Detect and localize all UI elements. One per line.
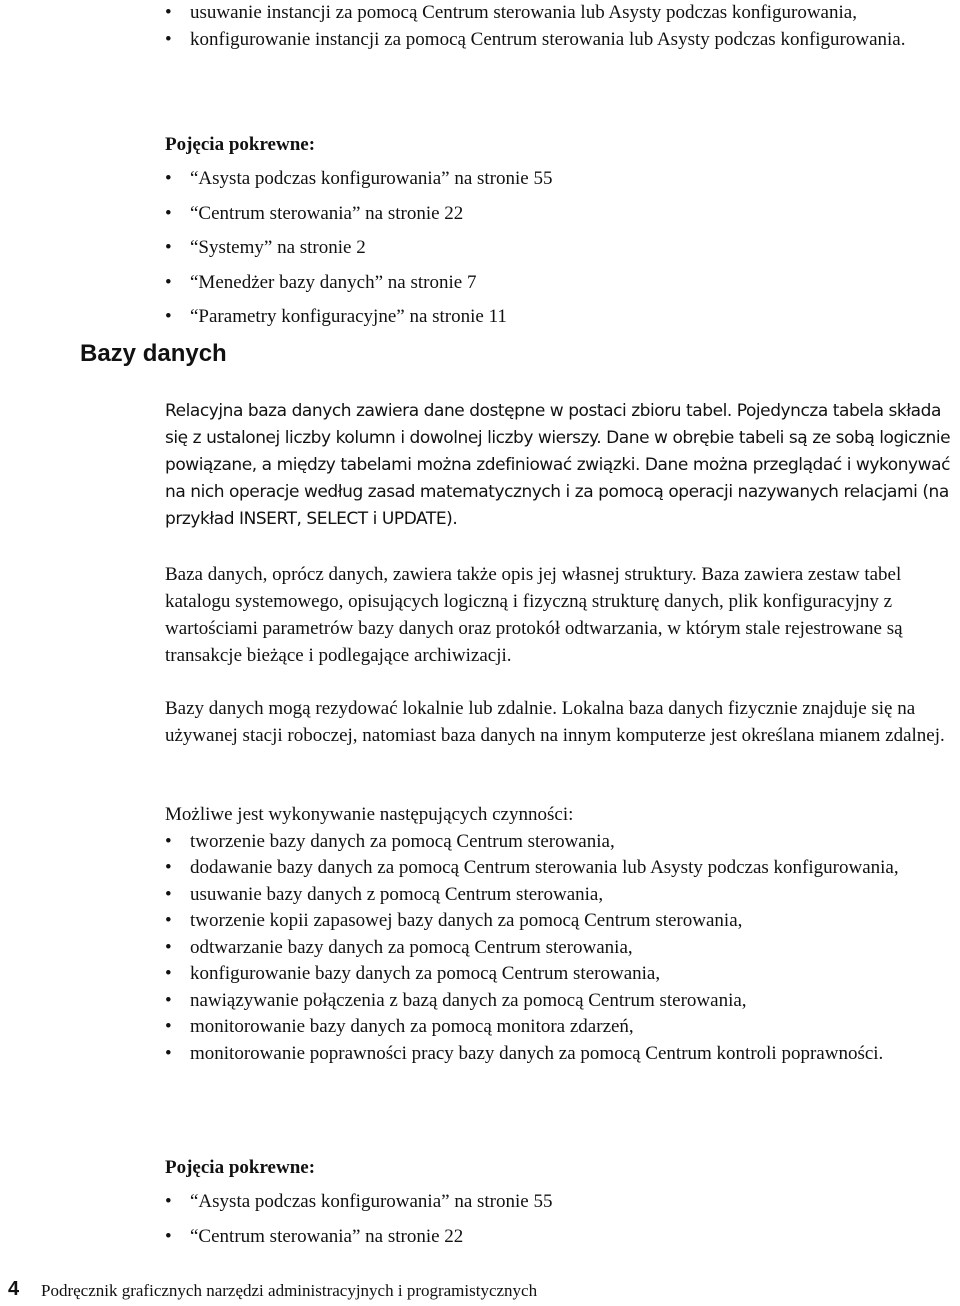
top-bullet-list [165, 0, 960, 53]
related-links-list [165, 1189, 960, 1250]
related-concepts-1 [165, 132, 960, 339]
section-paragraph: Bazy danych mogą rezydować lokalnie lub zdalnie. Lokalna baza danych fizycznie znajduje się na używanej stacji roboczej, natomiast baza danych na innym komputerze jest określana mianem zdalnej. [165, 698, 945, 746]
page-number: 4 [8, 1278, 20, 1300]
related-concepts-heading: Pojęcia pokrewne: [165, 134, 316, 155]
related-concepts-2 [165, 1155, 960, 1258]
section-title: Bazy danych [80, 340, 227, 367]
related-link[interactable]: • “Systemy” na stronie 2 [165, 235, 960, 262]
section-paragraph-2-block [165, 561, 960, 669]
list-item: • konfigurowanie instancji za pomocą Centrum sterowania lub Asysty podczas konfigurowania. [165, 27, 960, 54]
list-item: • tworzenie kopii zapasowej bazy danych za pomocą Centrum sterowania, [165, 908, 960, 935]
list-item: • monitorowanie poprawności pracy bazy danych za pomocą Centrum kontroli poprawności. [165, 1041, 960, 1068]
related-link[interactable]: • “Menedżer bazy danych” na stronie 7 [165, 270, 960, 297]
list-item: • odtwarzanie bazy danych za pomocą Centrum sterowania, [165, 935, 960, 962]
section-paragraph-3-block [165, 695, 960, 749]
section-paragraph: Relacyjna baza danych zawiera dane dostępne w postaci zbioru tabel. Pojedyncza tabela składa się z ustalonej liczby kolumn i dowolnej liczby wierszy. Dane w obrębie tabeli są ze sobą logicznie powiązane, a między tabelami można zdefiniować związki. Dane można przeglądać i wykonywać na nich operacje według zasad matematycznych i za pomocą operacji nazywanych relacjami (na przykład INSERT, SELECT i UPDATE). [165, 401, 951, 529]
list-item: • usuwanie instancji za pomocą Centrum sterowania lub Asysty podczas konfigurowania, [165, 0, 960, 27]
section-paragraph-1-block [165, 398, 960, 533]
related-concepts-heading: Pojęcia pokrewne: [165, 1157, 316, 1178]
list-item: • nawiązywanie połączenia z bazą danych za pomocą Centrum sterowania, [165, 988, 960, 1015]
related-link[interactable]: • “Parametry konfiguracyjne” na stronie 11 [165, 304, 960, 331]
list-item: • monitorowanie bazy danych za pomocą monitora zdarzeń, [165, 1014, 960, 1041]
section-paragraph: Baza danych, oprócz danych, zawiera także opis jej własnej struktury. Baza zawiera zestaw tabel katalogu systemowego, opisujących logiczną i fizyczną strukturę danych, plik konfiguracyjny z wartościami parametrów bazy danych oraz protokół odtwarzania, w którym stale rejestrowane są transakcje bieżące i podlegające archiwizacji. [165, 564, 903, 666]
list-item: • konfigurowanie bazy danych za pomocą Centrum sterowania, [165, 961, 960, 988]
related-link[interactable]: • “Centrum sterowania” na stronie 22 [165, 201, 960, 228]
list-item: • dodawanie bazy danych za pomocą Centrum sterowania lub Asysty podczas konfigurowania, [165, 855, 960, 882]
related-link[interactable]: • “Asysta podczas konfigurowania” na stronie 55 [165, 1189, 960, 1216]
related-links-list [165, 166, 960, 331]
actions-list [165, 829, 960, 1068]
actions-block [165, 802, 960, 1067]
list-item: • usuwanie bazy danych z pomocą Centrum sterowania, [165, 882, 960, 909]
actions-intro: Możliwe jest wykonywanie następujących czynności: [165, 804, 574, 825]
related-link[interactable]: • “Asysta podczas konfigurowania” na stronie 55 [165, 166, 960, 193]
list-item: • tworzenie bazy danych za pomocą Centrum sterowania, [165, 829, 960, 856]
book-title: Podręcznik graficznych narzędzi administracyjnych i programistycznych [41, 1281, 538, 1300]
top-bullet-list-block [165, 0, 960, 53]
related-link[interactable]: • “Centrum sterowania” na stronie 22 [165, 1224, 960, 1251]
